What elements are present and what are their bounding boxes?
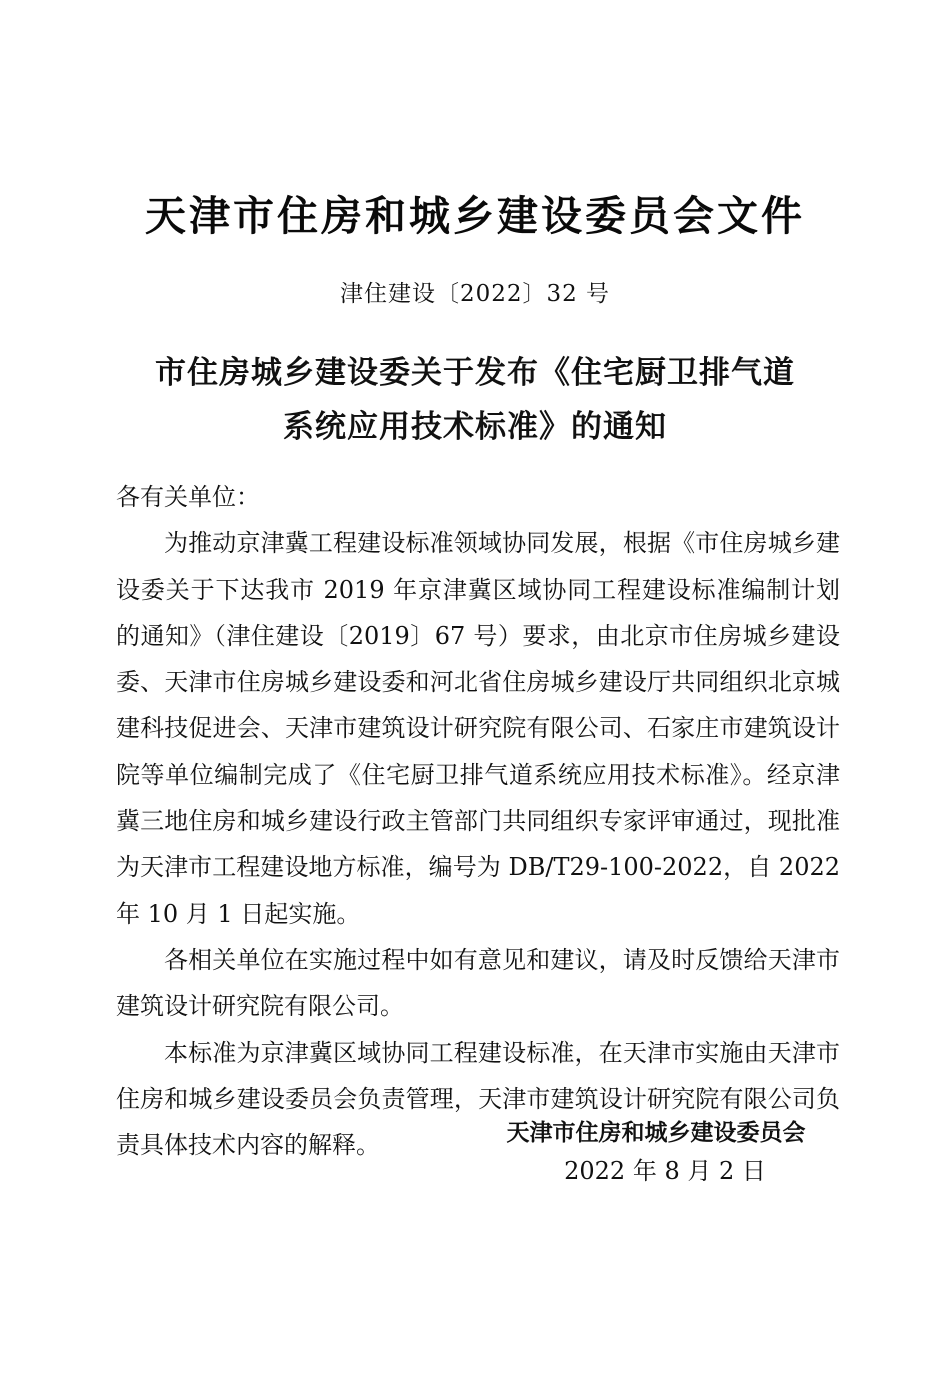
signature-organization: 天津市住房和城乡建设委员会	[506, 1120, 806, 1146]
body-paragraph-2: 各相关单位在实施过程中如有意见和建议，请及时反馈给天津市建筑设计研究院有限公司。	[116, 945, 840, 1021]
salutation: 各有关单位：	[116, 483, 260, 511]
body-paragraph-1: 为推动京津冀工程建设标准领域协同发展，根据《市住房城乡建设委关于下达我市 2019 年京津冀区域协同工程建设标准编制计划的通知》（津住建设〔2019〕67 号）要求，由北京市住房城乡建设委、天津市住房城乡建设委和河北省住房城乡建设厅共同组织北京城建科技促进会、天津市建筑设计研究院有限公司、石家庄市建筑设计院等单位编制完成了《住宅厨卫排气道系统应用技术标准》。经京津冀三地住房和城乡建设行政主管部门共同组织专家评审通过，现批准为天津市工程建设地方标准，编号为 DB/T29-100-2022，自 2022 年 10 月 1 日起实施。	[116, 529, 840, 928]
signature-block	[476, 1116, 836, 1188]
notice-title	[0, 346, 950, 454]
notice-title-line-1: 市住房城乡建设委关于发布《住宅厨卫排气道	[155, 355, 795, 391]
document-number: 津住建设〔2022〕32 号	[339, 281, 611, 307]
body-paragraph-3: 本标准为京津冀区域协同工程建设标准，在天津市实施由天津市住房和城乡建设委员会负责管理，天津市建筑设计研究院有限公司负责具体技术内容的解释。	[116, 1038, 840, 1160]
notice-body	[116, 474, 840, 1168]
notice-title-line-2: 系统应用技术标准》的通知	[283, 409, 667, 445]
issuer-header: 天津市住房和城乡建设委员会文件	[145, 192, 805, 240]
signature-date: 2022 年 8 月 2 日	[564, 1157, 766, 1185]
